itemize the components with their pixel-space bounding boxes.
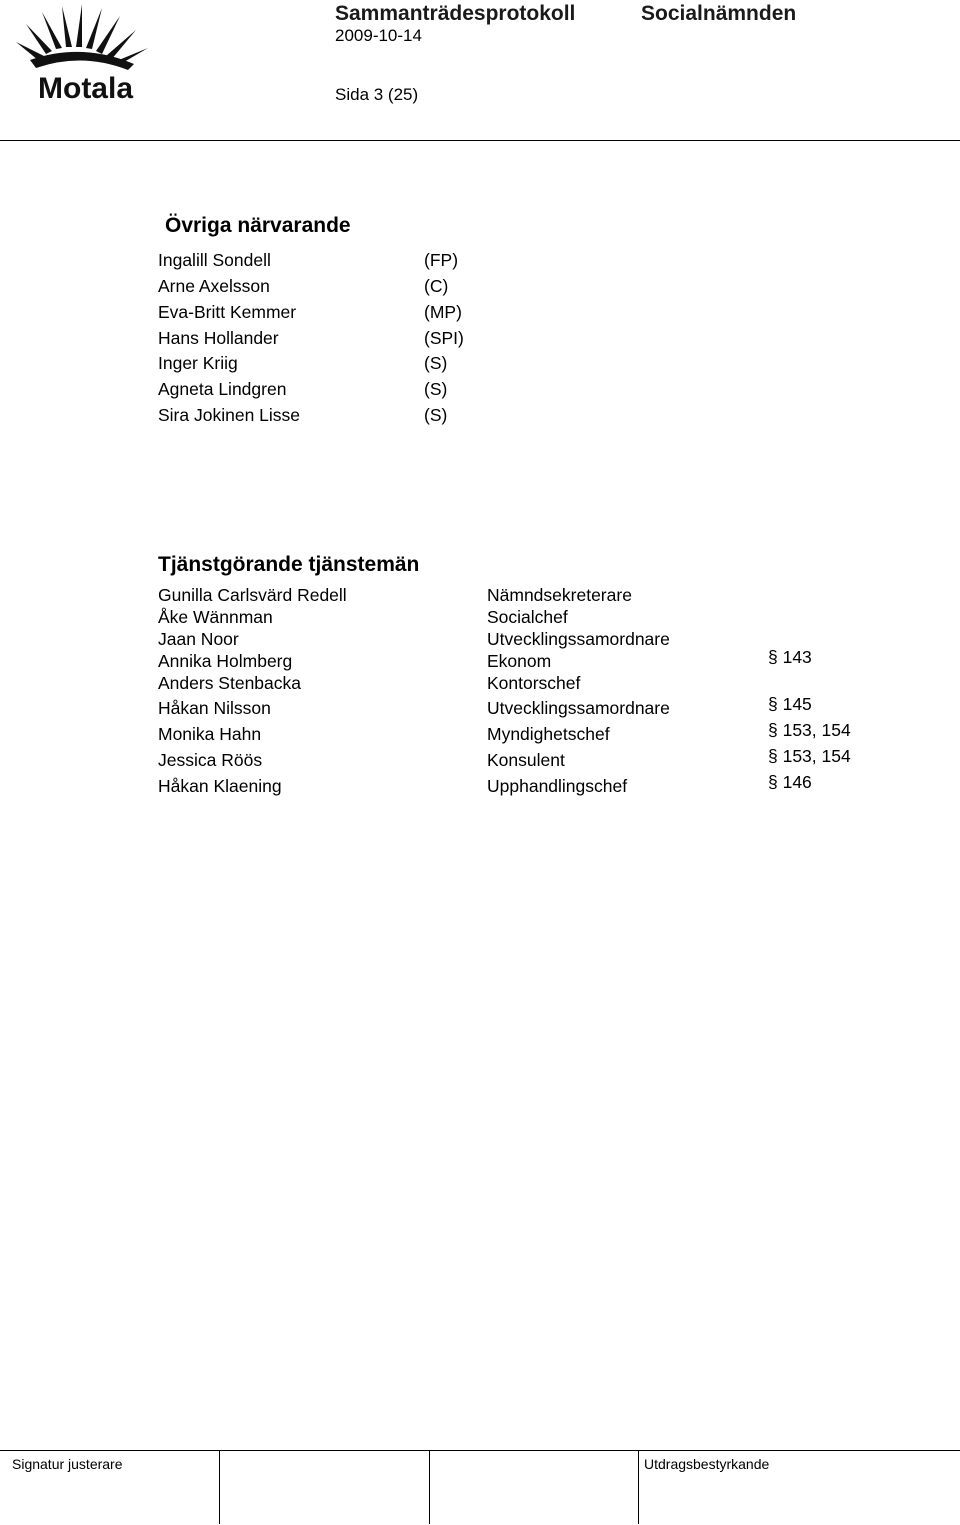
org-name: Motala bbox=[38, 72, 134, 102]
official-row bbox=[0, 746, 960, 776]
footer-divider bbox=[0, 1450, 960, 1451]
committee-name: Socialnämnden bbox=[641, 2, 797, 25]
ovriga-title: Övriga närvarande bbox=[165, 214, 351, 237]
official-name: Jaan Noor bbox=[158, 629, 239, 649]
official-row bbox=[0, 673, 960, 699]
member-name: Agneta Lindgren bbox=[158, 379, 287, 399]
member-party: (SPI) bbox=[424, 328, 464, 348]
official-role: Konsulent bbox=[487, 750, 565, 770]
official-role: Utvecklingssamordnare bbox=[487, 698, 670, 718]
footer-cell-divider bbox=[429, 1450, 430, 1524]
motala-logo bbox=[10, 2, 160, 102]
member-row bbox=[0, 379, 960, 405]
meeting-date: 2009-10-14 bbox=[335, 26, 422, 45]
member-name: Ingalill Sondell bbox=[158, 250, 271, 270]
member-row bbox=[0, 250, 960, 276]
utdrag-label: Utdragsbestyrkande bbox=[644, 1456, 770, 1472]
official-paragraph: § 153, 154 bbox=[768, 720, 851, 740]
official-role: Upphandlingschef bbox=[487, 776, 628, 796]
footer-cell-divider bbox=[638, 1450, 639, 1524]
official-paragraph: § 143 bbox=[768, 647, 812, 667]
header-divider bbox=[0, 140, 960, 141]
official-name: Gunilla Carlsvärd Redell bbox=[158, 585, 347, 605]
member-name: Hans Hollander bbox=[158, 328, 279, 348]
official-role: Socialchef bbox=[487, 607, 568, 627]
member-party: (FP) bbox=[424, 250, 459, 270]
official-name: Annika Holmberg bbox=[158, 651, 293, 671]
signatur-label: Signatur justerare bbox=[12, 1456, 123, 1472]
member-name: Inger Kriig bbox=[158, 353, 238, 373]
member-name: Sira Jokinen Lisse bbox=[158, 405, 301, 425]
motala-crown-icon bbox=[10, 2, 160, 102]
member-row bbox=[0, 276, 960, 302]
official-role: Nämndsekreterare bbox=[487, 585, 632, 605]
official-name: Håkan Klaening bbox=[158, 776, 282, 796]
official-paragraph: § 153, 154 bbox=[768, 746, 851, 766]
member-name: Eva-Britt Kemmer bbox=[158, 302, 297, 322]
official-name: Åke Wännman bbox=[158, 607, 273, 627]
member-row bbox=[0, 353, 960, 379]
doc-type: Sammanträdesprotokoll bbox=[335, 2, 576, 25]
official-paragraph: § 146 bbox=[768, 772, 812, 792]
member-party: (S) bbox=[424, 405, 448, 425]
page-number: Sida 3 (25) bbox=[335, 85, 419, 104]
member-party: (C) bbox=[424, 276, 449, 296]
member-party: (S) bbox=[424, 379, 448, 399]
official-name: Jessica Röös bbox=[158, 750, 263, 770]
member-row bbox=[0, 328, 960, 354]
footer-cell-divider bbox=[219, 1450, 220, 1524]
official-role: Ekonom bbox=[487, 651, 552, 671]
official-name: Anders Stenbacka bbox=[158, 673, 302, 693]
official-paragraph: § 145 bbox=[768, 694, 812, 714]
official-row bbox=[0, 772, 960, 802]
member-name: Arne Axelsson bbox=[158, 276, 270, 296]
member-party: (MP) bbox=[424, 302, 462, 322]
official-role: Utvecklingssamordnare bbox=[487, 629, 670, 649]
member-row bbox=[0, 302, 960, 328]
official-name: Håkan Nilsson bbox=[158, 698, 271, 718]
member-party: (S) bbox=[424, 353, 448, 373]
official-role: Kontorschef bbox=[487, 673, 581, 693]
official-name: Monika Hahn bbox=[158, 724, 262, 744]
member-row bbox=[0, 405, 960, 431]
tjanstemen-title: Tjänstgörande tjänstemän bbox=[158, 553, 420, 576]
official-role: Myndighetschef bbox=[487, 724, 610, 744]
